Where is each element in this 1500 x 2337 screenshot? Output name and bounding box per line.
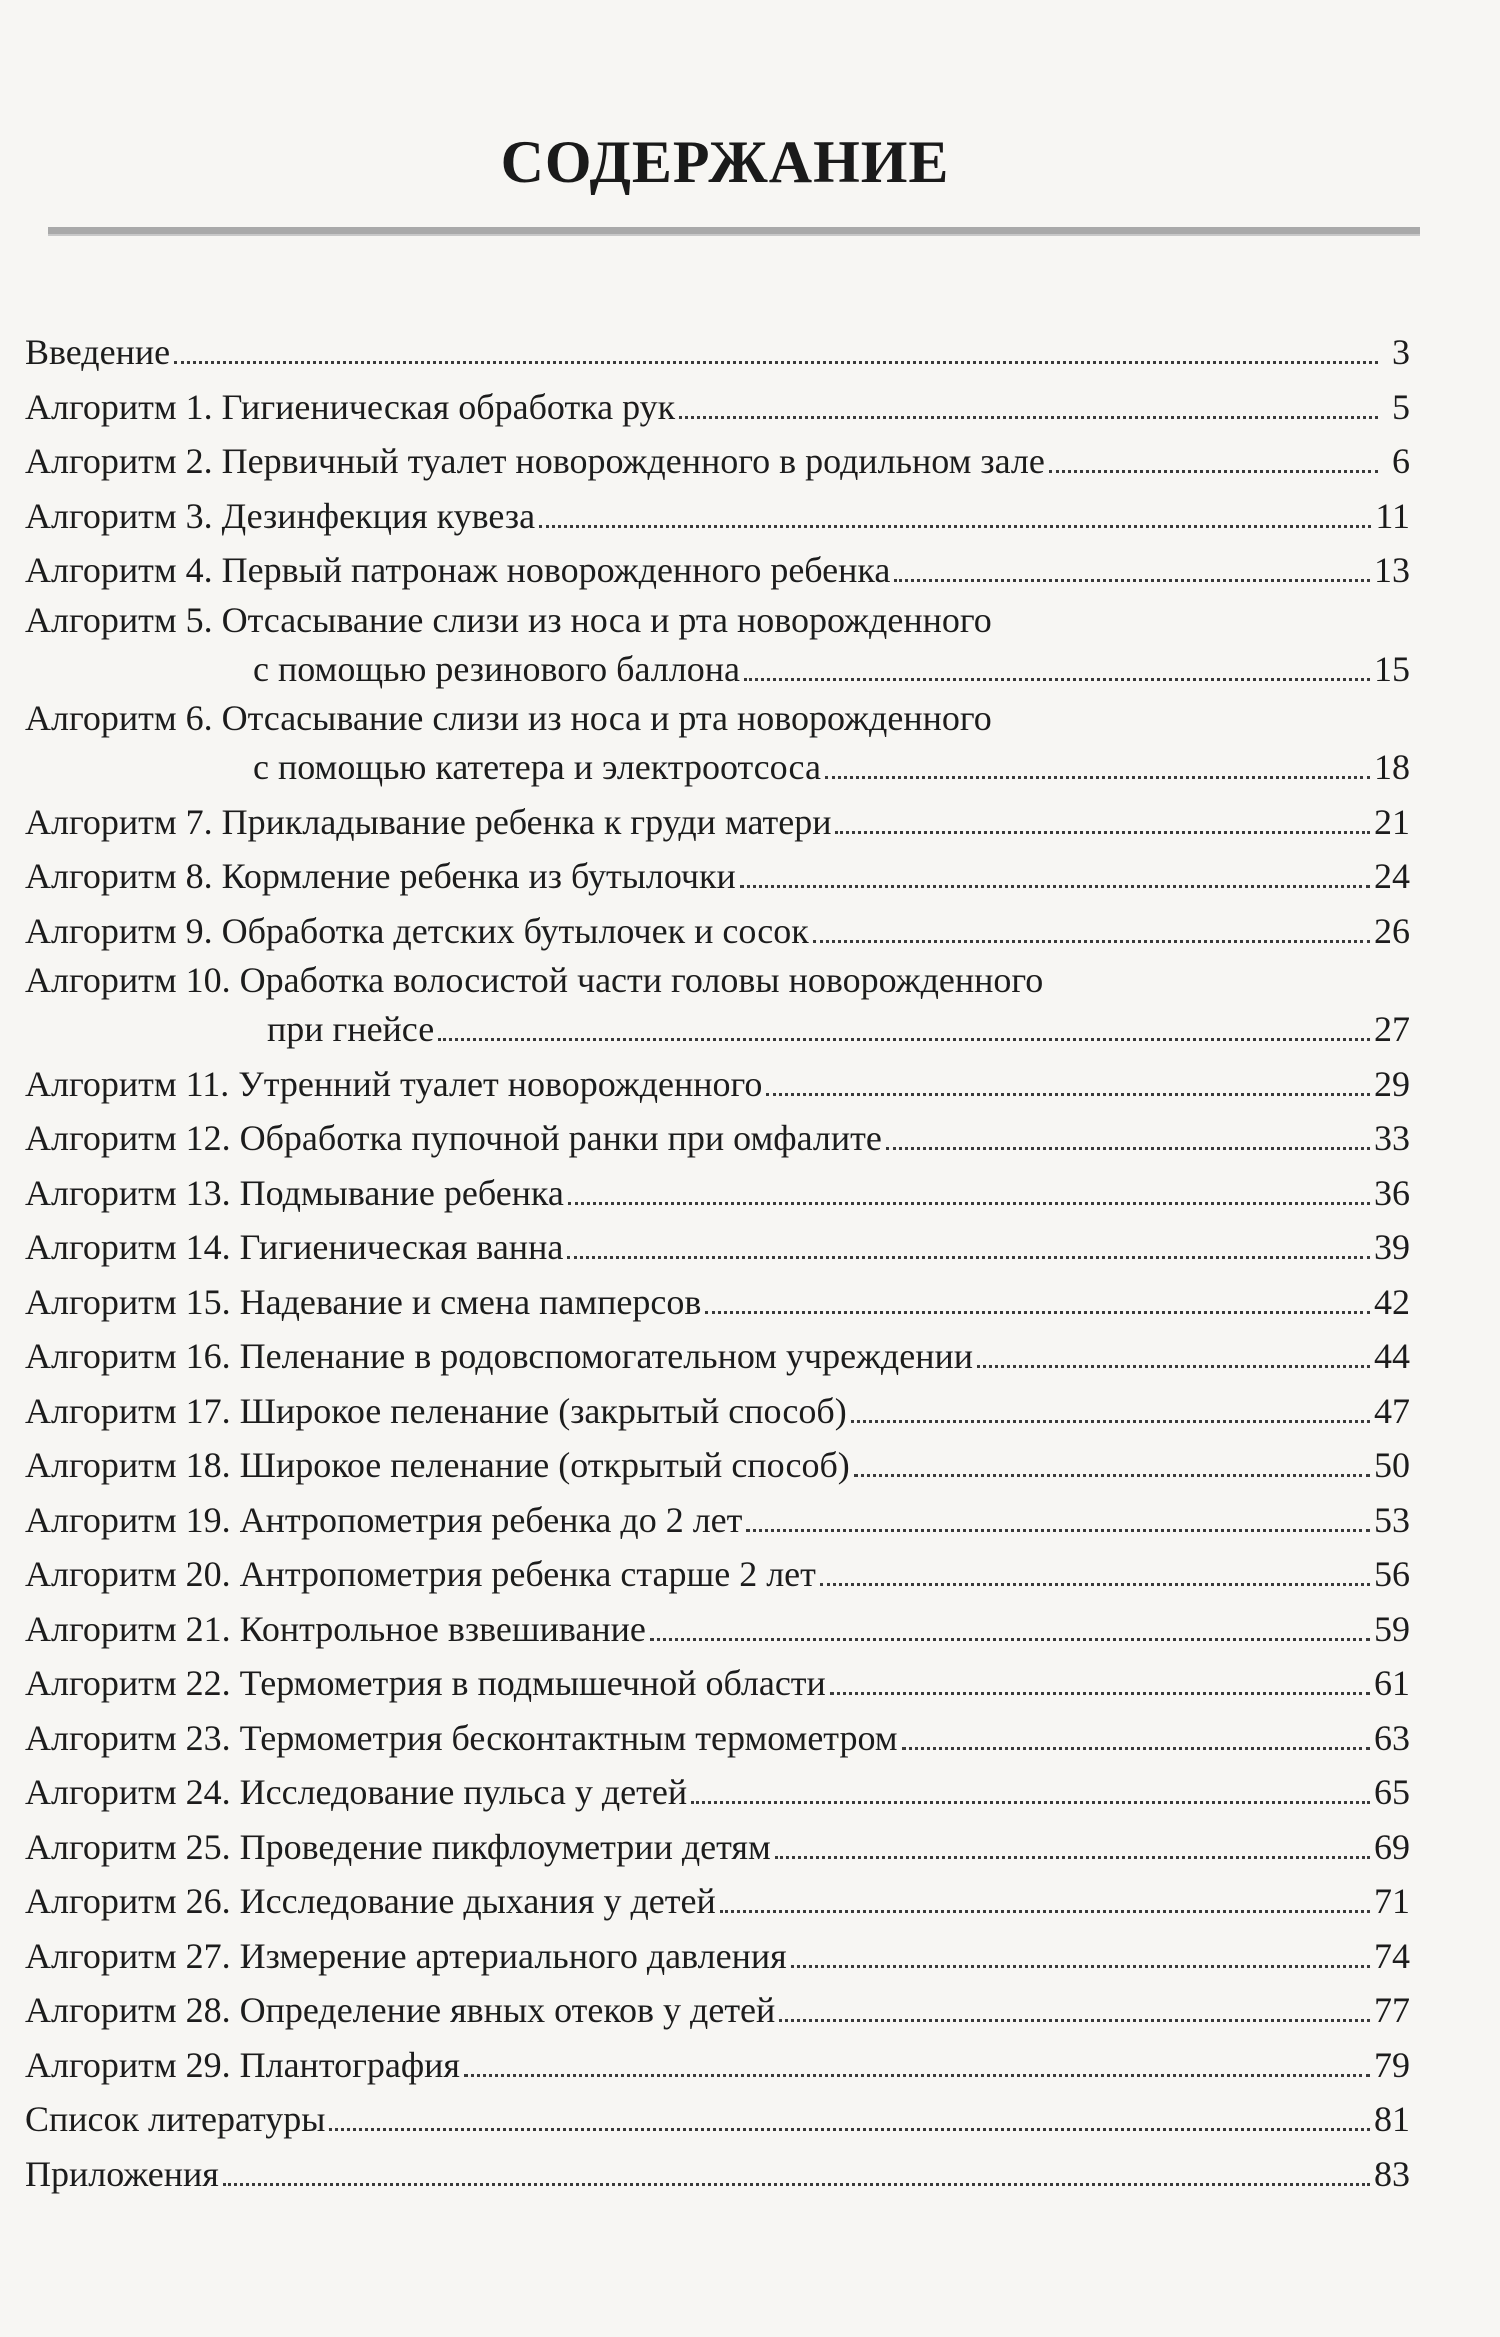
- toc-entry: [25, 1384, 1410, 1439]
- toc-entry-title: Алгоритм 4. Первый патронаж новорожденного ребенка: [25, 550, 891, 590]
- toc-entry: [25, 795, 1410, 850]
- dot-leader: [813, 939, 1370, 943]
- toc-page-number: 26: [1374, 910, 1410, 951]
- dot-leader: [902, 1746, 1370, 1750]
- toc-page-number: 74: [1374, 1935, 1410, 1976]
- toc-entry: [25, 1329, 1410, 1384]
- dot-leader: [779, 2018, 1370, 2022]
- dot-leader: [835, 830, 1370, 834]
- toc-entry: [25, 904, 1410, 959]
- dot-leader: [851, 1419, 1370, 1423]
- dot-leader: [174, 360, 1378, 364]
- dot-leader: [223, 2182, 1370, 2186]
- toc-entry-title: Алгоритм 22. Термометрия в подмышечной области: [25, 1663, 826, 1703]
- toc-entry-title: Список литературы: [25, 2099, 326, 2139]
- table-of-contents: [25, 325, 1410, 2201]
- toc-page-number: 42: [1374, 1281, 1410, 1322]
- toc-entry-title-continued: при гнейсе: [267, 1009, 435, 1049]
- toc-page-number: 27: [1374, 1009, 1410, 1049]
- toc-page-number: 53: [1374, 1499, 1410, 1540]
- toc-page-number: 3: [1392, 332, 1410, 372]
- dot-leader: [691, 1800, 1370, 1804]
- toc-entry-title: Алгоритм 19. Антропометрия ребенка до 2 лет: [25, 1499, 743, 1540]
- toc-page-number: 77: [1374, 1990, 1410, 2030]
- toc-entry: [25, 1711, 1410, 1766]
- dot-leader: [791, 1964, 1370, 1968]
- toc-entry: [25, 1656, 1410, 1711]
- toc-entry: [25, 2092, 1410, 2147]
- toc-page-number: 15: [1374, 648, 1410, 689]
- toc-entry: [25, 1983, 1410, 2038]
- toc-entry-title: Алгоритм 8. Кормление ребенка из бутылочки: [25, 856, 736, 896]
- toc-page-number: 18: [1374, 747, 1410, 787]
- dot-leader: [775, 1855, 1370, 1859]
- dot-leader: [679, 415, 1378, 419]
- toc-entry: [25, 1820, 1410, 1875]
- toc-entry-title: Алгоритм 14. Гигиеническая ванна: [25, 1227, 564, 1267]
- dot-leader: [650, 1637, 1370, 1641]
- dot-leader: [744, 677, 1370, 681]
- toc-entry: [25, 434, 1410, 489]
- toc-entry-title: Алгоритм 7. Прикладывание ребенка к груди матери: [25, 801, 832, 842]
- toc-entry: [25, 380, 1410, 435]
- page-title: СОДЕРЖАНИЕ: [500, 129, 950, 195]
- dot-leader: [1049, 469, 1378, 473]
- toc-page-number: 29: [1374, 1063, 1410, 1104]
- toc-entry-title: Алгоритм 16. Пеленание в родовспомогательном учреждении: [25, 1336, 974, 1376]
- toc-entry-title: Алгоритм 20. Антропометрия ребенка старше 2 лет: [25, 1554, 816, 1594]
- toc-page-number: 81: [1374, 2099, 1410, 2139]
- toc-entry: [25, 543, 1410, 598]
- toc-page-number: 50: [1374, 1445, 1410, 1485]
- toc-entry-title: Алгоритм 24. Исследование пульса у детей: [25, 1772, 688, 1812]
- toc-entry-title: Алгоритм 2. Первичный туалет новорожденного в родильном зале: [25, 441, 1045, 481]
- toc-entry: [25, 489, 1410, 544]
- toc-entry-title: Алгоритм 11. Утренний туалет новорожденного: [25, 1063, 763, 1104]
- toc-entry-title: Алгоритм 10. Оработка волосистой части головы новорожденного: [25, 960, 1044, 1000]
- toc-page-number: 79: [1374, 2044, 1410, 2085]
- dot-leader: [464, 2073, 1370, 2077]
- toc-page-number: 36: [1374, 1172, 1410, 1213]
- dot-leader: [568, 1201, 1370, 1205]
- dot-leader: [567, 1255, 1370, 1259]
- toc-page-number: 63: [1374, 1717, 1410, 1758]
- dot-leader: [746, 1528, 1370, 1532]
- toc-entry-title: Алгоритм 17. Широкое пеленание (закрытый способ): [25, 1390, 847, 1431]
- toc-page-number: 33: [1374, 1118, 1410, 1158]
- title-divider: [48, 227, 1420, 236]
- toc-page-number: 13: [1374, 550, 1410, 590]
- dot-leader: [854, 1473, 1370, 1477]
- toc-entry-title: Алгоритм 6. Отсасывание слизи из носа и рта новорожденного: [25, 698, 992, 738]
- toc-entry-title-continued: с помощью резинового баллона: [253, 648, 740, 689]
- dot-leader: [329, 2127, 1370, 2131]
- dot-leader: [539, 524, 1371, 528]
- toc-entry: [25, 2038, 1410, 2093]
- toc-entry: [25, 598, 1410, 697]
- toc-entry-title: Приложения: [25, 2153, 219, 2194]
- toc-entry: [25, 1547, 1410, 1602]
- toc-page-number: 39: [1374, 1227, 1410, 1267]
- toc-entry: [25, 696, 1410, 795]
- toc-entry-title: Алгоритм 25. Проведение пикфлоуметрии детям: [25, 1826, 771, 1867]
- dot-leader: [766, 1092, 1370, 1096]
- toc-entry: [25, 1765, 1410, 1820]
- toc-entry: [25, 1220, 1410, 1275]
- dot-leader: [705, 1310, 1370, 1314]
- toc-entry-title: Алгоритм 13. Подмывание ребенка: [25, 1172, 564, 1213]
- dot-leader: [825, 775, 1370, 779]
- toc-entry: [25, 1438, 1410, 1493]
- toc-entry-title: Алгоритм 28. Определение явных отеков у детей: [25, 1990, 776, 2030]
- toc-entry: [25, 1874, 1410, 1929]
- toc-entry: [25, 958, 1410, 1057]
- toc-entry-title: Алгоритм 3. Дезинфекция кувеза: [25, 495, 536, 536]
- dot-leader: [830, 1691, 1370, 1695]
- toc-page-number: 56: [1374, 1554, 1410, 1594]
- toc-entry: [25, 1602, 1410, 1657]
- dot-leader: [740, 884, 1370, 888]
- toc-entry-title: Алгоритм 26. Исследование дыхания у детей: [25, 1881, 716, 1921]
- toc-page-number: 83: [1374, 2153, 1410, 2194]
- toc-entry: [25, 2147, 1410, 2202]
- dot-leader: [886, 1146, 1370, 1150]
- toc-entry-title-continued: с помощью катетера и электроотсоса: [253, 747, 821, 787]
- toc-entry: [25, 1166, 1410, 1221]
- toc-page-number: 24: [1374, 856, 1410, 896]
- toc-page-number: 61: [1374, 1663, 1410, 1703]
- toc-entry-title: Алгоритм 15. Надевание и смена памперсов: [25, 1281, 702, 1322]
- toc-entry: [25, 849, 1410, 904]
- dot-leader: [977, 1364, 1370, 1368]
- toc-entry-title: Алгоритм 1. Гигиеническая обработка рук: [25, 386, 676, 427]
- toc-entry-title: Алгоритм 27. Измерение артериального давления: [25, 1935, 787, 1976]
- toc-page-number: 11: [1375, 495, 1410, 536]
- dot-leader: [820, 1582, 1370, 1586]
- dot-leader: [438, 1037, 1370, 1041]
- toc-entry: [25, 1929, 1410, 1984]
- toc-page-number: 69: [1374, 1826, 1410, 1867]
- toc-page-number: 71: [1374, 1881, 1410, 1921]
- toc-entry: [25, 325, 1410, 380]
- toc-page-number: 5: [1392, 386, 1410, 427]
- toc-entry: [25, 1057, 1410, 1112]
- toc-entry-title: Алгоритм 29. Плантография: [25, 2044, 460, 2085]
- toc-entry-title: Алгоритм 21. Контрольное взвешивание: [25, 1608, 646, 1649]
- toc-page-number: 47: [1374, 1390, 1410, 1431]
- toc-page-number: 44: [1374, 1336, 1410, 1376]
- dot-leader: [894, 578, 1370, 582]
- toc-entry-title: Алгоритм 12. Обработка пупочной ранки при омфалите: [25, 1118, 882, 1158]
- toc-entry: [25, 1275, 1410, 1330]
- toc-entry-title: Алгоритм 23. Термометрия бесконтактным термометром: [25, 1717, 898, 1758]
- toc-entry: [25, 1111, 1410, 1166]
- dot-leader: [720, 1909, 1370, 1913]
- toc-entry-title: Алгоритм 9. Обработка детских бутылочек и сосок: [25, 910, 809, 951]
- toc-page-number: 21: [1374, 801, 1410, 842]
- toc-page-number: 65: [1374, 1772, 1410, 1812]
- toc-page-number: 59: [1374, 1608, 1410, 1649]
- toc-entry: [25, 1493, 1410, 1548]
- toc-entry-title: Алгоритм 18. Широкое пеленание (открытый способ): [25, 1445, 850, 1485]
- toc-page-number: 6: [1392, 441, 1410, 481]
- toc-entry-title: Алгоритм 5. Отсасывание слизи из носа и рта новорожденного: [25, 599, 992, 640]
- toc-entry-title: Введение: [25, 332, 171, 372]
